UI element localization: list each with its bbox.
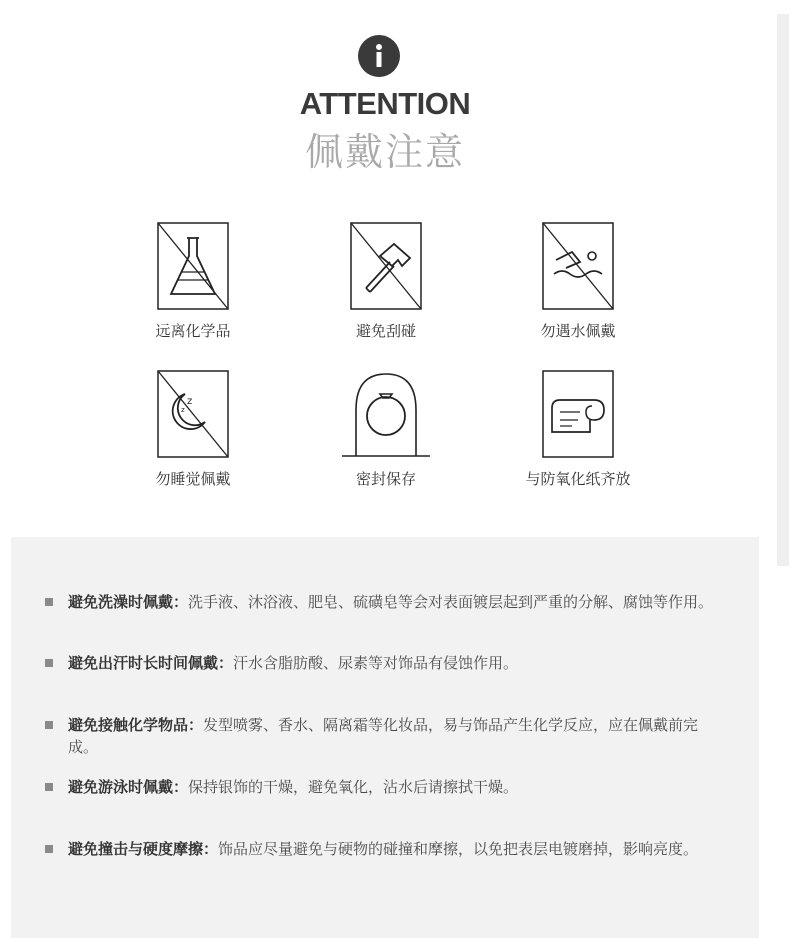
note-text bbox=[68, 591, 728, 613]
icon-cell-swim bbox=[498, 222, 658, 341]
icon-label: 密封保存 bbox=[355, 470, 416, 488]
no-sleep-icon bbox=[157, 370, 229, 460]
sealed-bag-icon bbox=[340, 370, 432, 460]
note-title: 避免出汗时长时间佩戴： bbox=[68, 654, 234, 672]
icon-cell-hammer bbox=[306, 222, 466, 341]
square-bullet-icon bbox=[45, 845, 53, 853]
note-body: 洗手液、沐浴液、肥皂、硫磺皂等会对表面镀层起到严重的分解、腐蚀等作用。 bbox=[188, 593, 714, 611]
note-title: 避免接触化学物品： bbox=[68, 716, 204, 734]
note-body: 饰品应尽量避免与硬物的碰撞和摩擦，以免把表层电镀磨掉，影响亮度。 bbox=[218, 840, 699, 858]
icon-label: 远离化学品 bbox=[155, 322, 231, 340]
square-bullet-icon bbox=[45, 783, 53, 791]
square-bullet-icon bbox=[45, 598, 53, 606]
note-title: 避免洗澡时佩戴： bbox=[68, 593, 189, 611]
icon-label: 与防氧化纸齐放 bbox=[525, 470, 631, 488]
scrollbar-track[interactable] bbox=[777, 14, 789, 566]
square-bullet-icon bbox=[45, 721, 53, 729]
icon-cell-sleep bbox=[113, 370, 273, 489]
note-text bbox=[68, 838, 728, 860]
note-body: 保持银饰的干燥，避免氧化，沾水后请擦拭干燥。 bbox=[188, 778, 519, 796]
note-body: 发型喷雾、香水、隔离霜等化妆品，易与饰品产生化学反应，应在佩戴前完成。 bbox=[68, 716, 699, 756]
anti-oxidation-paper-icon bbox=[542, 370, 614, 460]
title-en: ATTENTION bbox=[299, 86, 471, 121]
square-bullet-icon bbox=[45, 659, 53, 667]
icon-cell-paper bbox=[498, 370, 658, 489]
info-icon bbox=[358, 35, 400, 77]
note-body: 汗水含脂肪酸、尿素等对饰品有侵蚀作用。 bbox=[233, 654, 519, 672]
icon-label: 勿遇水佩戴 bbox=[540, 322, 616, 340]
note-text bbox=[68, 714, 728, 758]
note-title: 避免撞击与硬度摩擦： bbox=[68, 840, 219, 858]
svg-text:z: z bbox=[181, 406, 185, 414]
svg-text:z: z bbox=[187, 396, 193, 407]
note-title: 避免游泳时佩戴： bbox=[68, 778, 189, 796]
note-text bbox=[68, 776, 728, 798]
no-hammer-icon bbox=[350, 222, 422, 312]
title-cn: 佩戴注意 bbox=[304, 130, 465, 174]
icon-label: 勿睡觉佩戴 bbox=[155, 470, 231, 488]
no-swimming-icon bbox=[542, 222, 614, 312]
note-text bbox=[68, 652, 728, 674]
notes-panel bbox=[11, 537, 759, 938]
no-chemical-flask-icon bbox=[157, 222, 229, 312]
icon-cell-chemical bbox=[113, 222, 273, 341]
icon-cell-sealed bbox=[306, 370, 466, 489]
icon-label: 避免刮碰 bbox=[355, 322, 416, 340]
